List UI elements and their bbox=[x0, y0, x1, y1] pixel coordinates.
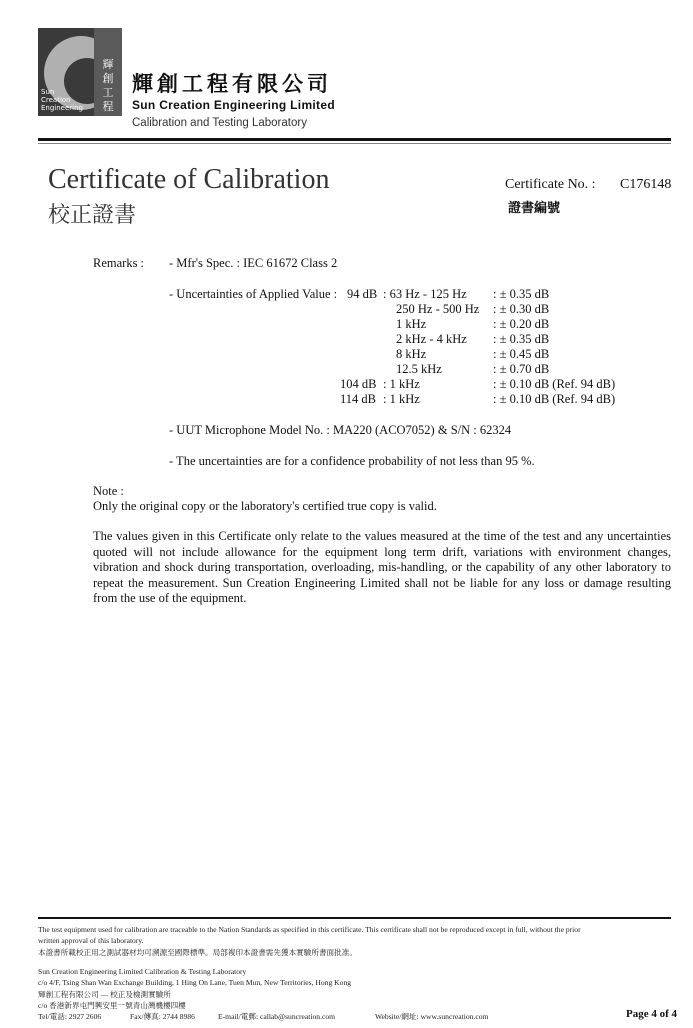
uncert-value: : ± 0.35 dB bbox=[493, 332, 550, 346]
uncert-level: 94 dB bbox=[347, 287, 378, 301]
uncert-freq: 250 Hz - 500 Hz bbox=[396, 302, 480, 316]
uncert-freq: : 1 kHz bbox=[383, 392, 420, 406]
address-line-cjk: c/o 香港新界屯門興安里一號青山灣機樓四樓 bbox=[38, 1001, 186, 1010]
address-line: Sun Creation Engineering Limited Calibration & Testing Laboratory bbox=[38, 967, 247, 976]
uncert-level: 114 dB bbox=[340, 392, 376, 406]
confidence-statement: - The uncertainties are for a confidence probability of not less than 95 %. bbox=[169, 454, 535, 468]
traceability-statement: The test equipment used for calibration are traceable to the Nation Standards as specified in this certificate. This certificate shall not be reproduced except in full, without the prior bbox=[38, 925, 581, 934]
uncertainties-label: - Uncertainties of Applied Value : bbox=[169, 287, 338, 301]
remarks-label: Remarks : bbox=[93, 256, 145, 270]
uncert-freq: 1 kHz bbox=[396, 317, 427, 331]
traceability-statement-2: written approval of this laboratory. bbox=[38, 936, 144, 945]
company-name-en: Sun Creation Engineering Limited bbox=[132, 98, 335, 112]
certificate-number: C176148 bbox=[620, 177, 672, 192]
certificate-title: Certificate of Calibration bbox=[48, 164, 330, 195]
uncert-value: : ± 0.20 dB bbox=[493, 317, 550, 331]
certificate-number-label: Certificate No. : bbox=[505, 177, 596, 192]
logo-en-text: Sun Creation Engineering bbox=[41, 88, 83, 112]
uncert-value: : ± 0.35 dB bbox=[493, 287, 550, 301]
mfr-spec: - Mfr's Spec. : IEC 61672 Class 2 bbox=[169, 256, 338, 270]
uncert-level: 104 dB bbox=[340, 377, 377, 391]
uut-microphone: - UUT Microphone Model No. : MA220 (ACO7052) & S/N : 62324 bbox=[169, 423, 512, 437]
page-number: Page 4 of 4 bbox=[626, 1008, 678, 1020]
lab-name: Calibration and Testing Laboratory bbox=[132, 117, 307, 129]
logo-cjk-text: 輝 創 工 程 bbox=[102, 58, 114, 113]
uncert-value: : ± 0.10 dB (Ref. 94 dB) bbox=[493, 377, 616, 391]
fax: Fax/傳真: 2744 8986 bbox=[130, 1012, 195, 1021]
header-rule bbox=[38, 138, 671, 141]
certificate-number-label-cjk: 證書編號 bbox=[508, 201, 561, 216]
uncert-freq: 12.5 kHz bbox=[396, 362, 442, 376]
header-rule-thin bbox=[38, 143, 671, 144]
uncert-freq: : 63 Hz - 125 Hz bbox=[383, 287, 467, 301]
footer-rule bbox=[38, 917, 671, 919]
company-logo bbox=[38, 28, 122, 116]
uncert-freq: 8 kHz bbox=[396, 347, 427, 361]
telephone: Tel/電話: 2927 2606 bbox=[38, 1012, 102, 1021]
note-label: Note : bbox=[93, 484, 124, 498]
uncert-value: : ± 0.30 dB bbox=[493, 302, 550, 316]
traceability-statement-cjk: 本證書所載校正用之測試器材均可溯源至國際標準。局部複印本證書需先獲本實驗所書面批准。 bbox=[38, 948, 357, 957]
website: Website/網址: www.suncreation.com bbox=[375, 1012, 489, 1021]
address-line: c/o 4/F, Tsing Shan Wan Exchange Building, 1 Hing On Lane, Tuen Mun, New Territories, Hong Kong bbox=[38, 978, 352, 987]
uncert-value: : ± 0.70 dB bbox=[493, 362, 550, 376]
note-line: Only the original copy or the laboratory's certified true copy is valid. bbox=[93, 499, 437, 513]
uncert-value: : ± 0.10 dB (Ref. 94 dB) bbox=[493, 392, 616, 406]
address-line-cjk: 輝創工程有限公司 — 校正及檢測實驗所 bbox=[38, 990, 171, 999]
certificate-title-cjk: 校正證書 bbox=[48, 203, 137, 228]
uncert-freq: : 1 kHz bbox=[383, 377, 420, 391]
uncert-freq: 2 kHz - 4 kHz bbox=[396, 332, 467, 346]
liability-paragraph: The values given in this Certificate only relate to the values measured at the time of the test and any uncertainties quoted will not include allowance for the equipment long term drift, variations with environment changes, vibration and shock during transportation, overloading, mis-handling, or the capability of any other laboratory to repeat the measurement. Sun Creation Engineering Limited shall not be liable for any loss or damage resulting from the use of the equipment. bbox=[93, 529, 671, 606]
uncert-value: : ± 0.45 dB bbox=[493, 347, 550, 361]
company-name-cjk: 輝創工程有限公司 bbox=[132, 72, 332, 96]
email: E-mail/電郵: callab@suncreation.com bbox=[218, 1012, 336, 1021]
